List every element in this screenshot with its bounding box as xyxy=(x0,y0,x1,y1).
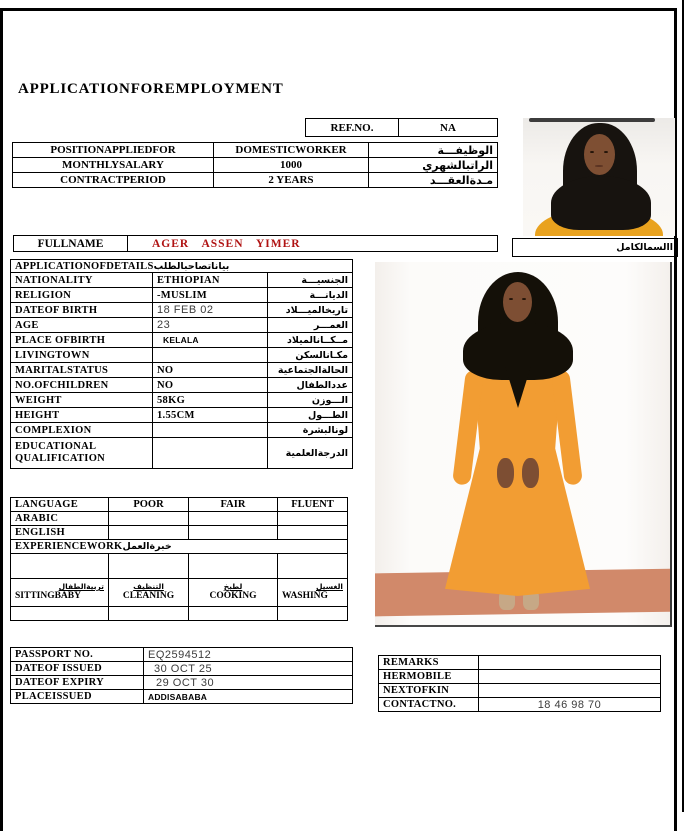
living-town-arabic: مكـانالسكن xyxy=(268,348,353,363)
eye-shape xyxy=(509,298,513,300)
page-title: APPLICATIONFOREMPLOYMENT xyxy=(18,81,284,97)
arabic-fluent-cell xyxy=(278,512,348,526)
cleaning-arabic: التنظيف xyxy=(133,582,164,592)
living-town-value xyxy=(153,348,268,363)
language-header-row xyxy=(11,498,348,512)
weight-value: 58KG xyxy=(153,393,268,408)
arabic-language-label: ARABIC xyxy=(11,512,109,526)
contact-no-label: CONTACTNO. xyxy=(379,698,479,712)
date-of-expiry-label: DATEOF EXPIRY xyxy=(11,676,144,690)
contract-period-value: 2 YEARS xyxy=(214,173,369,188)
details-table xyxy=(10,259,353,469)
table-row xyxy=(11,303,353,318)
table-row xyxy=(11,288,353,303)
date-of-birth-arabic: تاريخالميـــلاد xyxy=(268,303,353,318)
height-value: 1.55CM xyxy=(153,408,268,423)
position-table xyxy=(12,142,498,188)
sitting-baby-cell xyxy=(11,579,109,607)
contract-period-label: CONTRACTPERIOD xyxy=(13,173,214,188)
complexion-arabic: لونالبشرة xyxy=(268,423,353,438)
passport-no-value: EQ2594512 xyxy=(144,648,353,662)
monthly-salary-arabic: الراتبالشهري xyxy=(369,158,498,173)
poor-header: POOR xyxy=(109,498,189,512)
language-header: LANGUAGE xyxy=(11,498,109,512)
experience-work-label: EXPERIENCEWORK xyxy=(15,541,123,552)
table-row xyxy=(379,670,661,684)
fullname-label: FULLNAME xyxy=(14,236,128,252)
applicant-full-body-photo xyxy=(375,262,672,627)
no-of-children-label: NO.OFCHILDREN xyxy=(11,378,153,393)
date-of-birth-label: DATEOF BIRTH xyxy=(11,303,153,318)
educational-qualification-value xyxy=(153,438,268,469)
table-row xyxy=(11,662,353,676)
table-row xyxy=(379,656,661,670)
date-of-birth-value: 18 FEB 02 xyxy=(153,303,268,318)
fullname-arabic-label: االسمالكامل xyxy=(513,239,678,257)
table-row xyxy=(11,648,353,662)
position-applied-label: POSITIONAPPLIEDFOR xyxy=(13,143,214,158)
marital-status-label: MARITALSTATUS xyxy=(11,363,153,378)
table-row xyxy=(14,236,498,252)
ref-no-label: REF.NO. xyxy=(306,119,399,137)
mouth-shape xyxy=(595,165,603,167)
table-row xyxy=(11,526,348,540)
contact-no-value: 18 46 98 70 xyxy=(479,698,661,712)
table-row xyxy=(11,378,353,393)
arabic-poor-cell xyxy=(109,512,189,526)
next-of-kin-value xyxy=(479,684,661,698)
experience-empty-row xyxy=(11,554,348,579)
face-shape xyxy=(584,134,615,175)
fluent-header: FLUENT xyxy=(278,498,348,512)
complexion-value xyxy=(153,423,268,438)
place-issued-label: PLACEISSUED xyxy=(11,690,144,704)
table-row xyxy=(306,119,498,137)
cleaning-cell xyxy=(109,579,189,607)
details-header-row xyxy=(11,260,353,273)
english-language-label: ENGLISH xyxy=(11,526,109,540)
cooking-arabic: لطبخ xyxy=(223,582,243,592)
place-of-birth-value: KELALA xyxy=(153,333,268,348)
age-label: AGE xyxy=(11,318,153,333)
date-of-expiry-value: 29 OCT 30 xyxy=(144,676,353,690)
table-row xyxy=(11,438,353,469)
cleaning-label: CLEANING xyxy=(122,591,175,602)
hand-shape xyxy=(497,458,514,488)
table-row xyxy=(11,333,353,348)
hand-shape xyxy=(522,458,539,488)
date-of-issued-value: 30 OCT 25 xyxy=(144,662,353,676)
table-row xyxy=(379,698,661,712)
position-applied-arabic: الوظيفـــة xyxy=(369,143,498,158)
skills-header-row xyxy=(11,579,348,607)
age-value: 23 xyxy=(153,318,268,333)
religion-label: RELIGION xyxy=(11,288,153,303)
fullname-table xyxy=(13,235,498,252)
her-mobile-label: HERMOBILE xyxy=(379,670,479,684)
living-town-label: LIVINGTOWN xyxy=(11,348,153,363)
monthly-salary-value: 1000 xyxy=(214,158,369,173)
her-mobile-value xyxy=(479,670,661,684)
sitting-baby-label: SITTINGBABY xyxy=(15,591,81,602)
height-label: HEIGHT xyxy=(11,408,153,423)
face-shape xyxy=(503,282,532,322)
details-header-arabic: بياناتصاحبالطلب xyxy=(153,260,230,272)
cooking-cell xyxy=(189,579,278,607)
sitting-baby-arabic: تربيةالطفال xyxy=(58,582,104,592)
eye-shape xyxy=(522,298,526,300)
fullname-value: AGER ASSEN YIMER xyxy=(128,236,498,252)
table-row xyxy=(11,690,353,704)
remarks-table xyxy=(378,655,661,712)
table-row xyxy=(11,393,353,408)
position-applied-value: DOMESTICWORKER xyxy=(214,143,369,158)
ref-no-value: NA xyxy=(399,119,498,137)
weight-label: WEIGHT xyxy=(11,393,153,408)
eye-shape xyxy=(590,151,594,153)
nationality-label: NATIONALITY xyxy=(11,273,153,288)
table-row xyxy=(13,158,498,173)
remarks-value xyxy=(479,656,661,670)
table-row xyxy=(11,423,353,438)
next-of-kin-label: NEXTOFKIN xyxy=(379,684,479,698)
complexion-label: COMPLEXION xyxy=(11,423,153,438)
educational-qualification-label: EDUCATIONAL QUALIFICATION xyxy=(11,438,153,469)
table-row xyxy=(11,348,353,363)
age-arabic: العمـــر xyxy=(268,318,353,333)
table-row xyxy=(11,318,353,333)
table-row xyxy=(379,684,661,698)
english-poor-cell xyxy=(109,526,189,540)
experience-work-arabic: خبرةالعمل xyxy=(122,541,172,552)
height-arabic: الطـــول xyxy=(268,408,353,423)
language-experience-table xyxy=(10,497,348,621)
nationality-value: ETHIOPIAN xyxy=(153,273,268,288)
fair-header: FAIR xyxy=(189,498,278,512)
table-row xyxy=(11,408,353,423)
table-row xyxy=(11,363,353,378)
table-row xyxy=(13,143,498,158)
passport-table xyxy=(10,647,353,704)
monthly-salary-label: MONTHLYSALARY xyxy=(13,158,214,173)
english-fair-cell xyxy=(189,526,278,540)
place-issued-value: ADDISABABA xyxy=(144,690,353,704)
nationality-arabic: الجنسيـــة xyxy=(268,273,353,288)
fullname-arabic-box xyxy=(512,238,678,257)
table-row xyxy=(11,273,353,288)
table-row xyxy=(13,173,498,188)
passport-no-label: PASSPORT NO. xyxy=(11,648,144,662)
english-fluent-cell xyxy=(278,526,348,540)
washing-label: WASHING xyxy=(282,591,328,602)
remarks-label: REMARKS xyxy=(379,656,479,670)
page-border-right-line xyxy=(682,0,684,812)
table-row xyxy=(513,239,678,257)
marital-status-value: NO xyxy=(153,363,268,378)
educational-qualification-arabic: الدرجةالعلمية xyxy=(268,438,353,469)
ref-no-table xyxy=(305,118,498,137)
date-of-issued-label: DATEOF ISSUED xyxy=(11,662,144,676)
table-row xyxy=(11,676,353,690)
eye-shape xyxy=(604,151,608,153)
applicant-portrait-photo xyxy=(523,118,675,236)
no-of-children-arabic: عددالطفال xyxy=(268,378,353,393)
hijab-drape-shape xyxy=(551,176,651,230)
marital-status-arabic: الحالةالجتماعية xyxy=(268,363,353,378)
cooking-label: COOKING xyxy=(209,591,257,602)
religion-value: -MUSLIM xyxy=(153,288,268,303)
no-of-children-value: NO xyxy=(153,378,268,393)
details-header: APPLICATIONOFDETAILS xyxy=(15,260,154,272)
arabic-fair-cell xyxy=(189,512,278,526)
washing-arabic: الغسيل xyxy=(315,582,343,592)
place-of-birth-label: PLACE OFBIRTH xyxy=(11,333,153,348)
table-row xyxy=(11,512,348,526)
skills-empty-row xyxy=(11,607,348,621)
photo-edge-shadow xyxy=(529,118,655,122)
religion-arabic: الديانـــة xyxy=(268,288,353,303)
experience-header-row xyxy=(11,540,348,554)
washing-cell xyxy=(278,579,348,607)
place-of-birth-arabic: مــكــانالميلاد xyxy=(268,333,353,348)
weight-arabic: الـــوزن xyxy=(268,393,353,408)
contract-period-arabic: مـدةالعقـــد xyxy=(369,173,498,188)
